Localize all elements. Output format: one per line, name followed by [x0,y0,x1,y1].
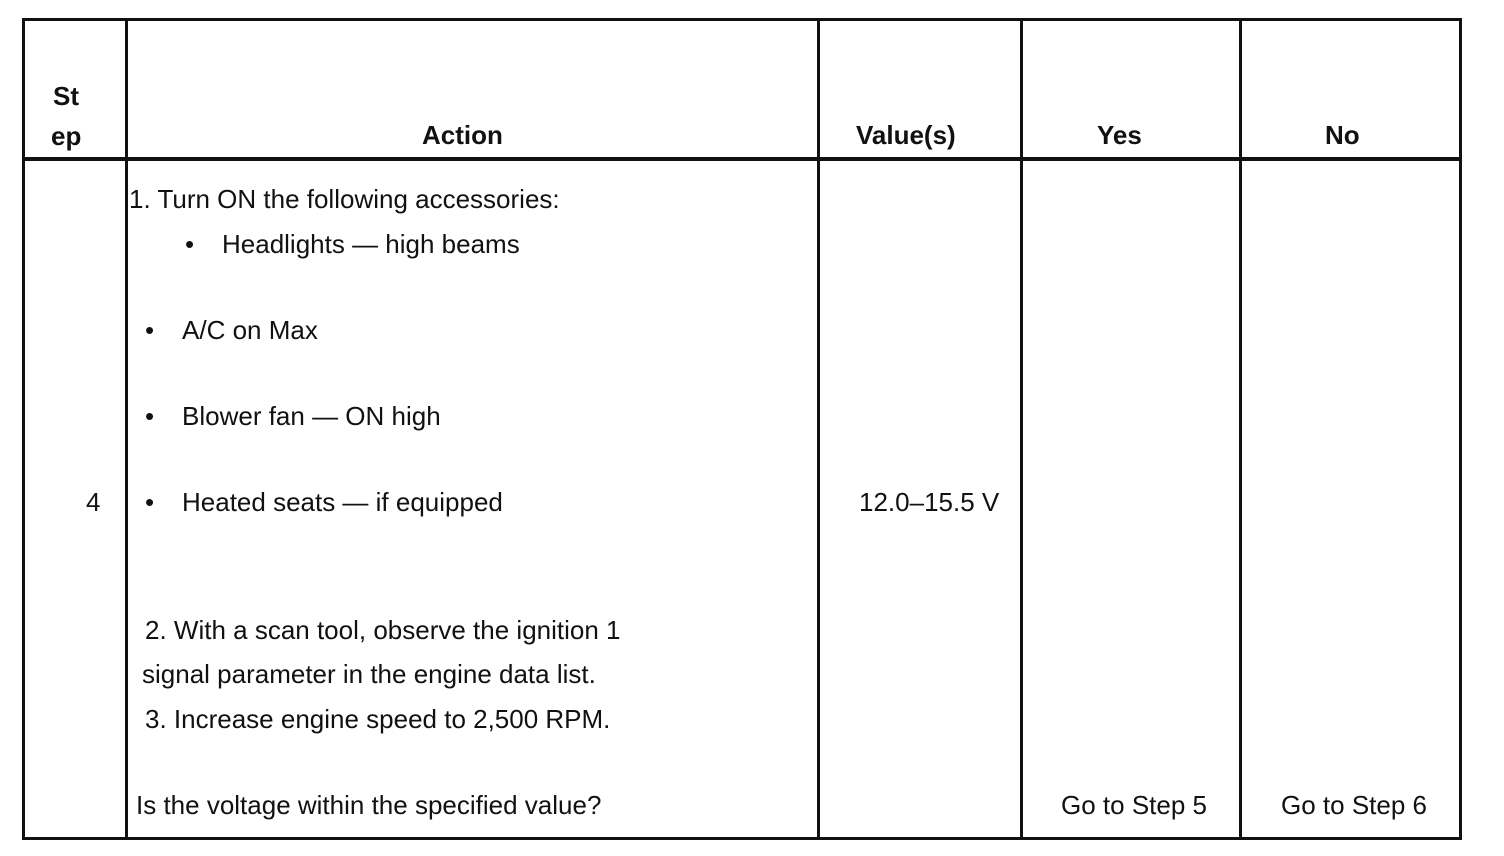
bullet-blower-fan: Blower fan — ON high [182,401,441,431]
column-divider [1239,21,1242,837]
column-divider [817,21,820,837]
action-item-3: 3. Increase engine speed to 2,500 RPM. [145,704,611,734]
bullet-symbol: • [145,487,155,517]
column-divider [125,21,128,837]
header-action: Action [422,120,503,150]
bullet-headlights: Headlights — high beams [222,229,520,259]
header-yes: Yes [1097,120,1142,150]
header-divider [25,157,1459,161]
action-item-2-line2: signal parameter in the engine data list. [142,659,596,689]
column-divider [1020,21,1023,837]
diagnostic-table [22,18,1462,840]
bullet-symbol: • [145,315,155,345]
header-step-line1: St [53,81,79,111]
action-question: Is the voltage within the specified value? [136,790,602,820]
action-item-1: 1. Turn ON the following accessories: [129,184,560,214]
action-item-2-line1: 2. With a scan tool, observe the ignition 1 [145,615,621,645]
yes-result: Go to Step 5 [1061,790,1207,820]
bullet-symbol: • [185,229,195,259]
bullet-symbol: • [145,401,155,431]
bullet-heated-seats: Heated seats — if equipped [182,487,503,517]
header-step-line2: ep [51,121,82,151]
no-result: Go to Step 6 [1281,790,1427,820]
bullet-ac: A/C on Max [182,315,318,345]
header-values: Value(s) [856,120,956,150]
step-number: 4 [86,487,101,517]
value-range: 12.0–15.5 V [859,487,1000,517]
header-no: No [1325,120,1360,150]
